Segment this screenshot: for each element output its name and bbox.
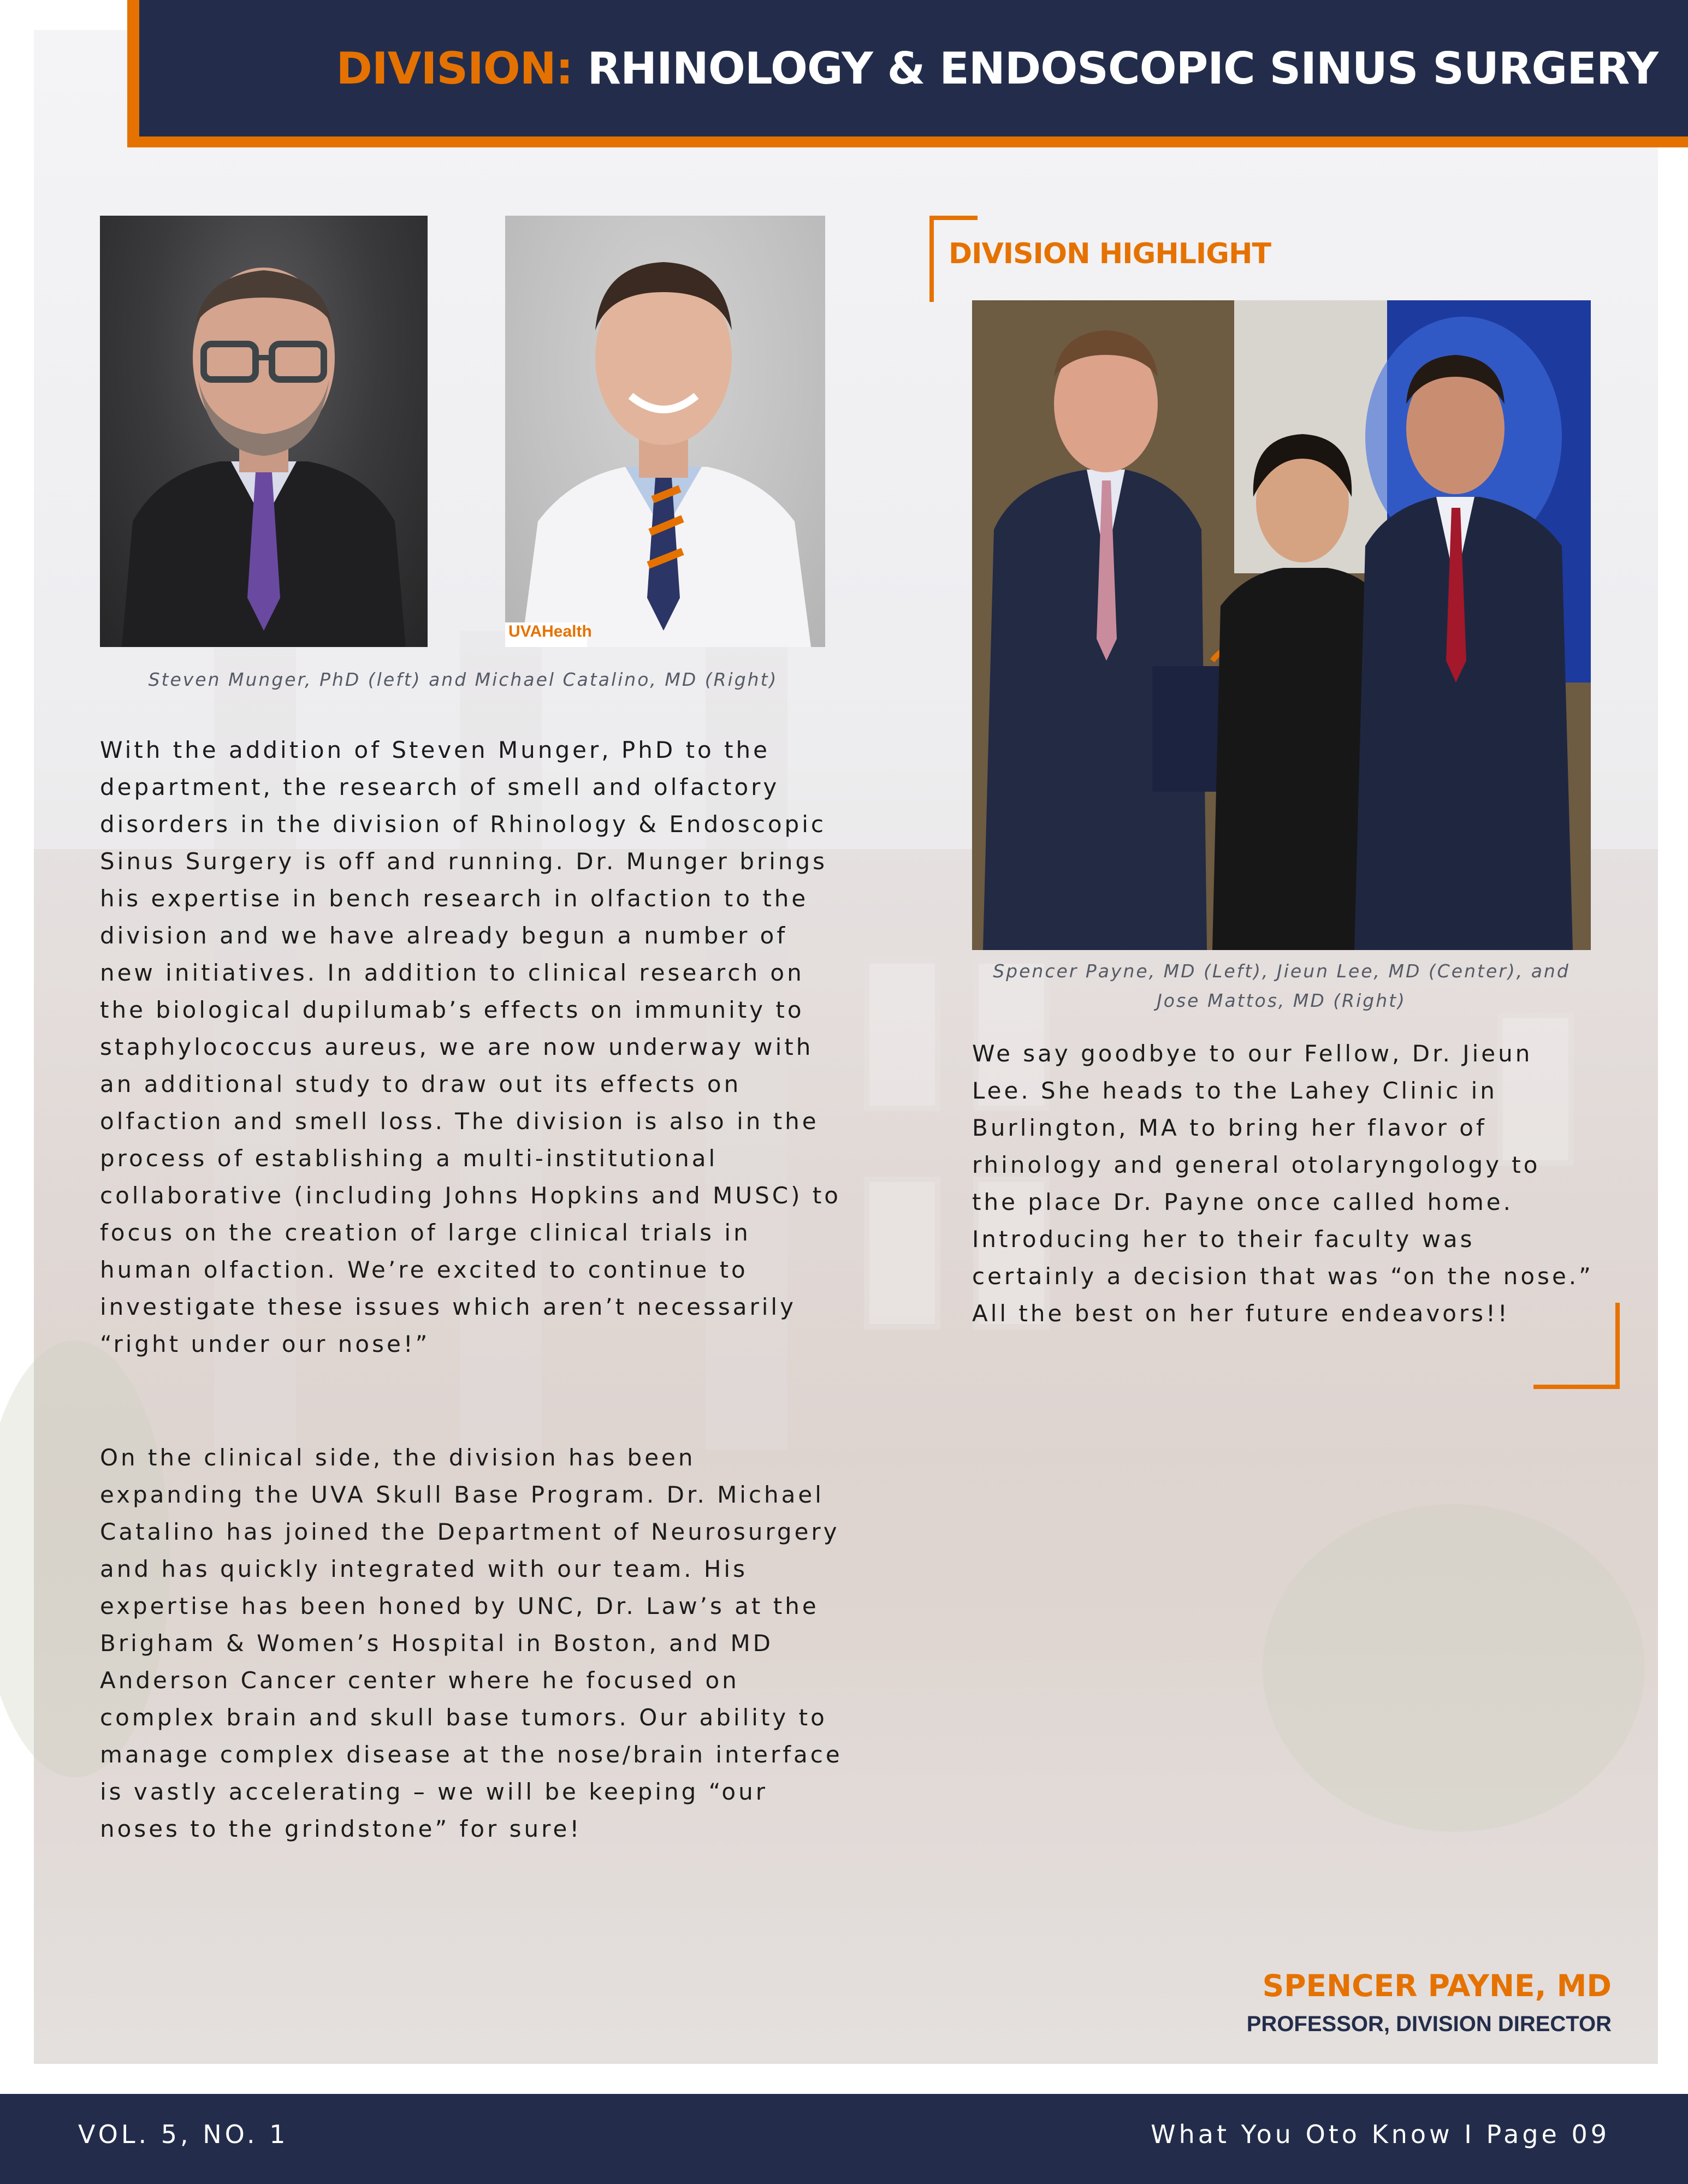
highlight-paragraph: We say goodbye to our Fellow, Dr. Jieun Lee. She heads to the Lahey Clinic in Burlington, MA to bring her flavor of rhinology and general otolaryngology to the place Dr. Payne once called home. Introducing her to their faculty was certainly a decision that was “on the nose.” All the best on her future endeavors!! — [972, 1040, 1594, 1327]
division-name: RHINOLOGY & ENDOSCOPIC SINUS SURGERY — [587, 43, 1658, 94]
page-title — [336, 43, 1659, 94]
portrait-catalino-illustration — [505, 216, 825, 647]
background-window — [864, 1177, 940, 1330]
article-paragraph-clinical: On the clinical side, the division has been expanding the UVA Skull Base Program. Dr. Michael Catalino has joined the Department of Neurosurgery and has quickly integrated with our team. His expertise has been honed by UNC, Dr. Law’s at the Brigham & Women’s Hospital in Boston, and MD Anderson Cancer center where he focused on complex brain and skull base tumors. Our ability to manage complex disease at the nose/brain interface is vastly accelerating – we will be keeping “our noses to the grindstone” for sure! — [100, 1444, 843, 1842]
photo-michael-catalino — [505, 216, 825, 647]
division-label: DIVISION: — [336, 43, 573, 94]
author-role: PROFESSOR, DIVISION DIRECTOR — [1246, 2012, 1612, 2036]
article-paragraph-research: With the addition of Steven Munger, PhD to the department, the research of smell and olfactory disorders in the division of Rhinology & Endoscopic Sinus Surgery is off and running. Dr. Munger brings his expertise in bench research in olfaction to the division and we have already begun a number of new initiatives. In addition to clinical research on the biological dupilumab’s effects on immunity to staphylococcus aureus, we are now underway with an additional study to draw out its effects on olfaction and smell loss. The division is also in the process of establishing a multi-institutional collaborative (including Johns Hopkins and MUSC) to focus on the creation of large clinical trials in human olfaction. We’re excited to continue to investigate these issues which aren’t necessarily “right under our nose!” — [100, 737, 841, 1357]
author-name: SPENCER PAYNE, MD — [1262, 1968, 1612, 2003]
photo-caption-right: Spencer Payne, MD (Left), Jieun Lee, MD (Center), and Jose Mattos, MD (Right) — [993, 960, 1570, 1011]
highlight-title: DIVISION HIGHLIGHT — [949, 238, 1271, 270]
background-window — [864, 958, 940, 1111]
photo-group-farewell — [972, 300, 1591, 950]
background-tree — [1263, 1504, 1645, 1832]
coat-logo-text: UVAHealth — [508, 622, 592, 640]
footer-page-info: What You Oto Know I Page 09 — [1151, 2120, 1610, 2149]
group-photo-illustration — [972, 300, 1591, 950]
header-bar — [139, 0, 1688, 136]
highlight-bracket-bottom — [1533, 1303, 1620, 1389]
portrait-munger-illustration — [100, 216, 428, 647]
footer-volume: VOL. 5, NO. 1 — [78, 2120, 289, 2149]
photo-steven-munger — [100, 216, 428, 647]
photo-caption-left: Steven Munger, PhD (left) and Michael Catalino, MD (Right) — [148, 669, 778, 690]
